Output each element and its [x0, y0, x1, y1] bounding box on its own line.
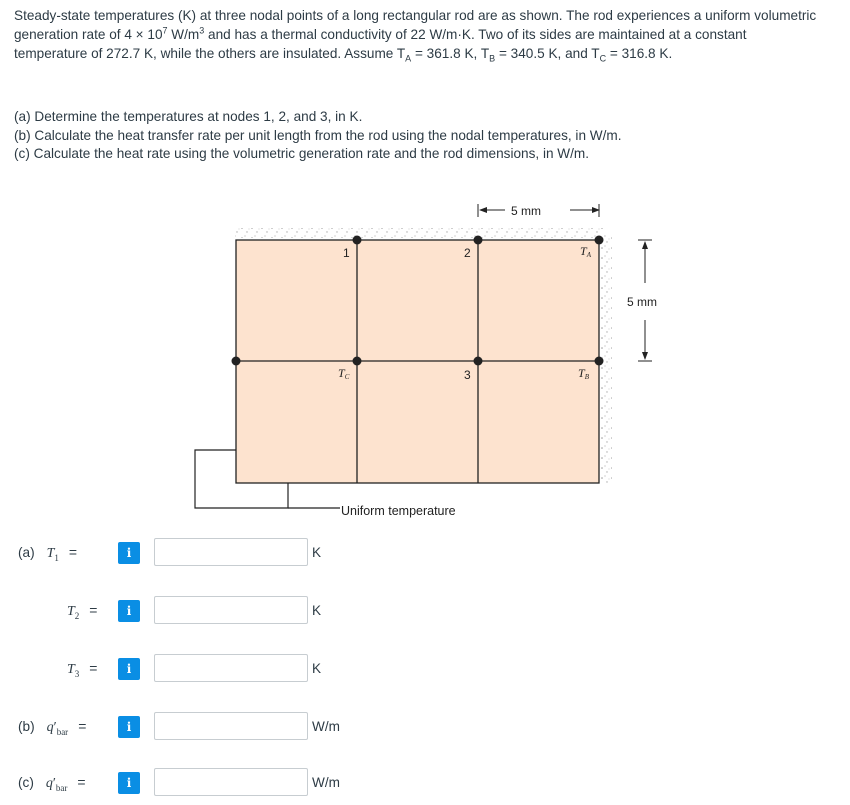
top-insulation	[235, 228, 605, 238]
t2-input[interactable]	[154, 596, 308, 624]
tc-label: TC	[338, 366, 350, 381]
qbar-c-input[interactable]	[154, 768, 308, 796]
answer-row-qbar-c	[14, 768, 454, 798]
answer-label: $T_3$ =	[67, 660, 98, 679]
dim-top-label: 5 mm	[511, 204, 541, 218]
info-icon[interactable]: i	[118, 716, 140, 738]
t3-input[interactable]	[154, 654, 308, 682]
node-dot	[595, 357, 604, 366]
part-c-text: (c) Calculate the heat rate using the volumetric generation rate and the rod dimensions, in W/m.	[14, 146, 590, 161]
answer-row-t1	[14, 538, 454, 568]
ta-label: TA	[580, 244, 591, 259]
problem-statement	[14, 6, 840, 63]
node-dot	[595, 236, 604, 245]
answer-label: (c) $q'_{bar}$ =	[18, 774, 86, 793]
unit-label: K	[312, 661, 322, 676]
question-parts	[14, 108, 622, 164]
info-icon[interactable]: i	[118, 600, 140, 622]
problem-line-3: temperature of 272.7 K, while the others are insulated. Assume $T_A = 361.8$ K, $T_B = 340.5$ K, and $T_C = 316.8$ K.	[14, 46, 673, 64]
dim-right-label: 5 mm	[627, 295, 657, 309]
node-dot	[353, 236, 362, 245]
answer-label: $T_2$ =	[67, 602, 98, 621]
node-2-label: 2	[464, 246, 471, 260]
node-dot	[474, 236, 483, 245]
answer-row-t2	[14, 596, 454, 626]
part-b-text: (b) Calculate the heat transfer rate per unit length from the rod using the nodal temperatures, in W/m.	[14, 127, 622, 143]
problem-line-1: Steady-state temperatures (K) at three nodal points of a long rectangular rod are as shown. The rod experiences a uniform volumetric	[14, 8, 817, 23]
uniform-temp-label: Uniform temperature	[341, 504, 456, 518]
unit-label: K	[312, 545, 322, 560]
node-dot	[353, 357, 362, 366]
node-1-label: 1	[343, 246, 350, 260]
info-icon[interactable]: i	[118, 772, 140, 794]
answer-row-qbar-b	[14, 712, 454, 742]
node-dot	[232, 357, 241, 366]
answer-label: (b) $q'_{bar}$ =	[18, 718, 87, 737]
node-3-label: 3	[464, 368, 471, 382]
qbar-b-input[interactable]	[154, 712, 308, 740]
unit-label: W/m	[312, 719, 340, 734]
rod-cross-section-figure	[180, 195, 680, 525]
problem-line-2: generation rate of $4 \times 10^7$ $W/m^3$ and has a thermal conductivity of 22 W/m·K. Two of its sides are maintained at a constant	[14, 25, 747, 42]
info-icon[interactable]: i	[118, 658, 140, 680]
node-dot	[474, 357, 483, 366]
part-a-text: (a) Determine the temperatures at nodes 1, 2, and 3, in K.	[14, 109, 363, 124]
answer-row-t3	[14, 654, 454, 684]
t1-input[interactable]	[154, 538, 308, 566]
info-icon[interactable]: i	[118, 542, 140, 564]
tb-label: TB	[578, 366, 589, 381]
unit-label: W/m	[312, 775, 340, 790]
answer-label: (a) $T_1$ =	[18, 544, 78, 563]
unit-label: K	[312, 603, 322, 618]
